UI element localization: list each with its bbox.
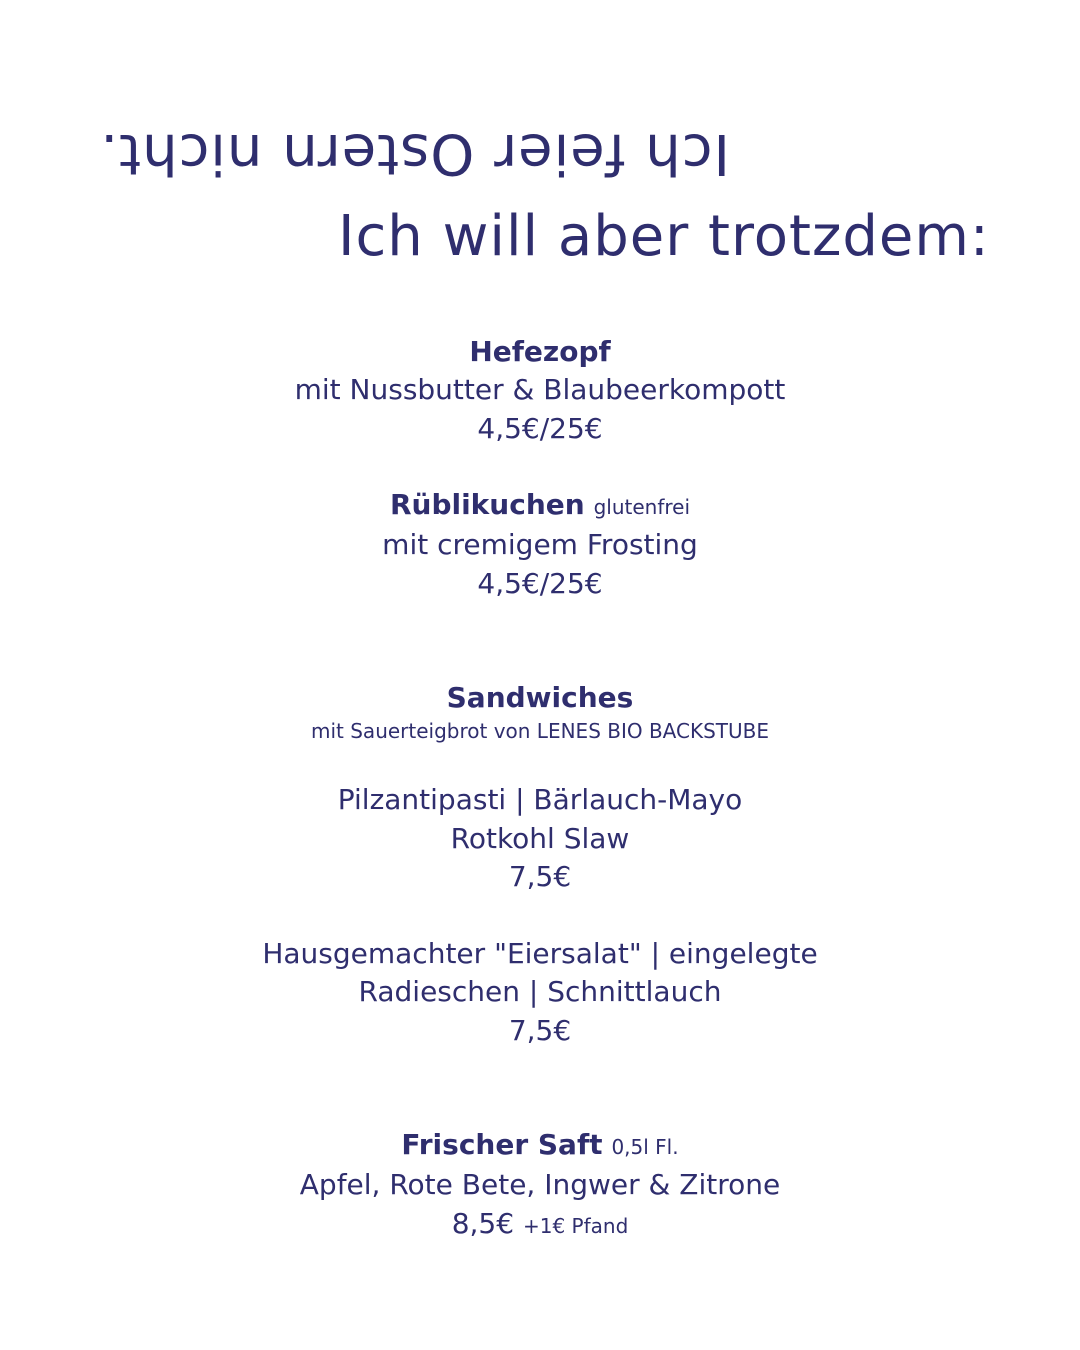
item-price: 8,5€ bbox=[451, 1206, 515, 1240]
sandwich-item bbox=[0, 935, 1080, 1051]
item-deposit: +1€ Pfand bbox=[522, 1213, 629, 1238]
item-price: 4,5€/25€ bbox=[477, 566, 603, 600]
item-name: Rüblikuchen bbox=[389, 488, 585, 521]
item-description: Apfel, Rote Bete, Ingwer & Zitrone bbox=[299, 1168, 781, 1201]
menu-item-hefezopf bbox=[0, 333, 1080, 448]
item-description: mit Nussbutter & Blaubeerkompott bbox=[294, 373, 786, 406]
item-price: 7,5€ bbox=[508, 860, 572, 893]
menu bbox=[0, 333, 1080, 1245]
sandwich-line: Hausgemachter "Eiersalat" | eingelegte bbox=[262, 936, 818, 970]
item-name: Frischer Saft bbox=[401, 1128, 603, 1161]
item-description: mit cremigem Frosting bbox=[382, 528, 698, 561]
item-note: 0,5l Fl. bbox=[611, 1135, 679, 1159]
sandwich-line: Pilzantipasti | Bärlauch-Mayo bbox=[337, 783, 743, 816]
menu-item-rueblikuchen bbox=[0, 486, 1080, 603]
item-price: 7,5€ bbox=[508, 1013, 572, 1047]
flipped-headline: Ich feier Ostern nicht. bbox=[99, 121, 730, 186]
section-subtitle: mit Sauerteigbrot von LENES BIO BACKSTUBE bbox=[311, 719, 769, 743]
item-name: Hefezopf bbox=[469, 335, 611, 368]
sandwich-item bbox=[0, 781, 1080, 897]
item-note: glutenfrei bbox=[593, 495, 691, 519]
sandwich-line: Rotkohl Slaw bbox=[450, 821, 630, 855]
menu-section-sandwiches bbox=[0, 679, 1080, 1050]
sandwich-line: Radieschen | Schnittlauch bbox=[358, 975, 722, 1008]
item-price: 4,5€/25€ bbox=[477, 411, 603, 445]
page-title: Ich will aber trotzdem: bbox=[338, 204, 990, 269]
section-title: Sandwiches bbox=[446, 681, 634, 714]
menu-item-saft bbox=[0, 1126, 1080, 1245]
